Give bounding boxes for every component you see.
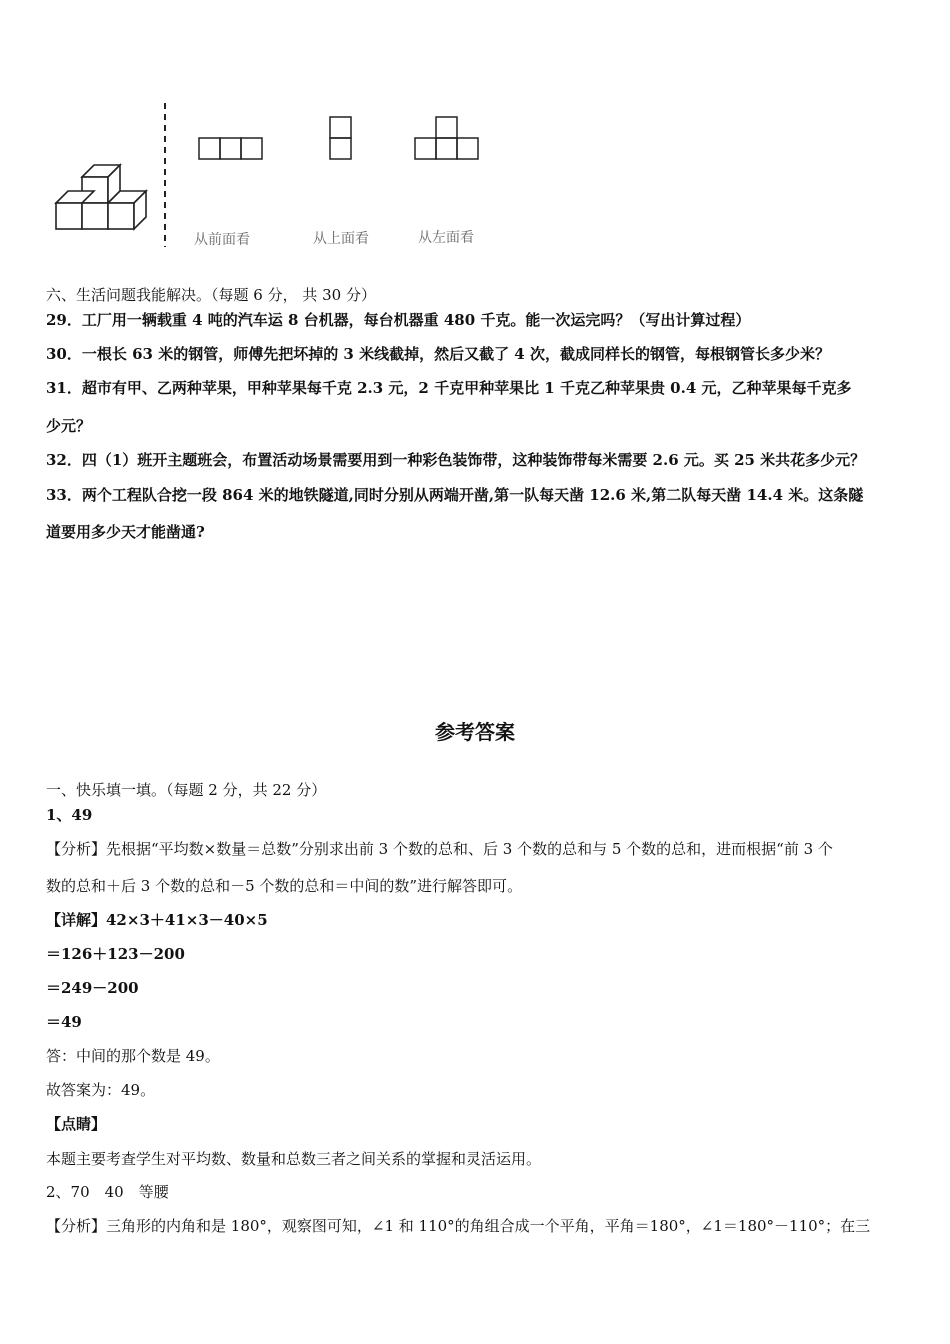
answer-1-point-text: 本题主要考查学生对平均数、数量和总数三者之间关系的掌握和灵活运用。: [46, 1150, 542, 1168]
answer-1-analysis: 【分析】先根据“平均数×数量＝总数”分别求出前 3 个数的总和、后 3 个数的总和与 5 个数的总和，进而根据“前 3 个: [46, 840, 833, 858]
answer-1-step3: ＝49: [46, 1013, 82, 1031]
question-32: 32．四（1）班开主题班会，布置活动场景需要用到一种彩色装饰带，这种装饰带每米需要 2.6 元。买 25 米共花多少元？: [46, 451, 866, 469]
answer-1-detail: 【详解】42×3＋41×3－40×5: [46, 911, 268, 929]
caption-front: 从前面看: [194, 232, 250, 248]
answers-title: 参考答案: [435, 720, 515, 744]
question-31-cont: 少元？: [46, 417, 92, 435]
top-view: [330, 117, 351, 159]
answer-1-final: 故答案为：49。: [46, 1081, 156, 1099]
answer-1-answer: 答：中间的那个数是 49。: [46, 1047, 220, 1065]
answers-section1-heading: 一、快乐填一填。（每题 2 分，共 22 分）: [46, 781, 327, 799]
answer-2: 2、70 40 等腰: [46, 1183, 169, 1201]
answer-1-analysis-cont: 数的总和＋后 3 个数的总和－5 个数的总和＝中间的数”进行解答即可。: [46, 877, 523, 895]
answer-1-point: 【点睛】: [46, 1115, 107, 1133]
answer-2-analysis: 【分析】三角形的内角和是 180°，观察图可知，∠1 和 110°的角组合成一个平角，平角＝180°，∠1＝180°－110°；在三: [46, 1217, 871, 1235]
question-30: 30．一根长 63 米的钢管，师傅先把坏掉的 3 米线截掉，然后又截了 4 次，截成同样长的钢管，每根钢管长多少米？: [46, 345, 830, 363]
front-view: [199, 138, 262, 159]
question-33-cont: 道要用多少天才能凿通?: [46, 523, 205, 541]
section6-heading: 六、生活问题我能解决。（每题 6 分， 共 30 分）: [46, 286, 376, 304]
question-33: 33．两个工程队合挖一段 864 米的地铁隧道,同时分别从两端开凿,第一队每天凿 12.6 米,第二队每天凿 14.4 米。这条隧: [46, 486, 864, 504]
left-view: [415, 117, 478, 159]
answer-1-step2: ＝249－200: [46, 979, 139, 997]
answer-1: 1、49: [46, 806, 93, 824]
caption-left: 从左面看: [418, 230, 474, 246]
question-31: 31．超市有甲、乙两种苹果，甲种苹果每千克 2.3 元，2 千克甲种苹果比 1 千克乙种苹果贵 0.4 元，乙种苹果每千克多: [46, 379, 852, 397]
question-29: 29．工厂用一辆载重 4 吨的汽车运 8 台机器，每台机器重 480 千克。能一次运完吗？（写出计算过程）: [46, 311, 751, 329]
cube-solid: [56, 165, 146, 229]
caption-top: 从上面看: [313, 231, 369, 247]
answer-1-step1: ＝126＋123－200: [46, 945, 185, 963]
